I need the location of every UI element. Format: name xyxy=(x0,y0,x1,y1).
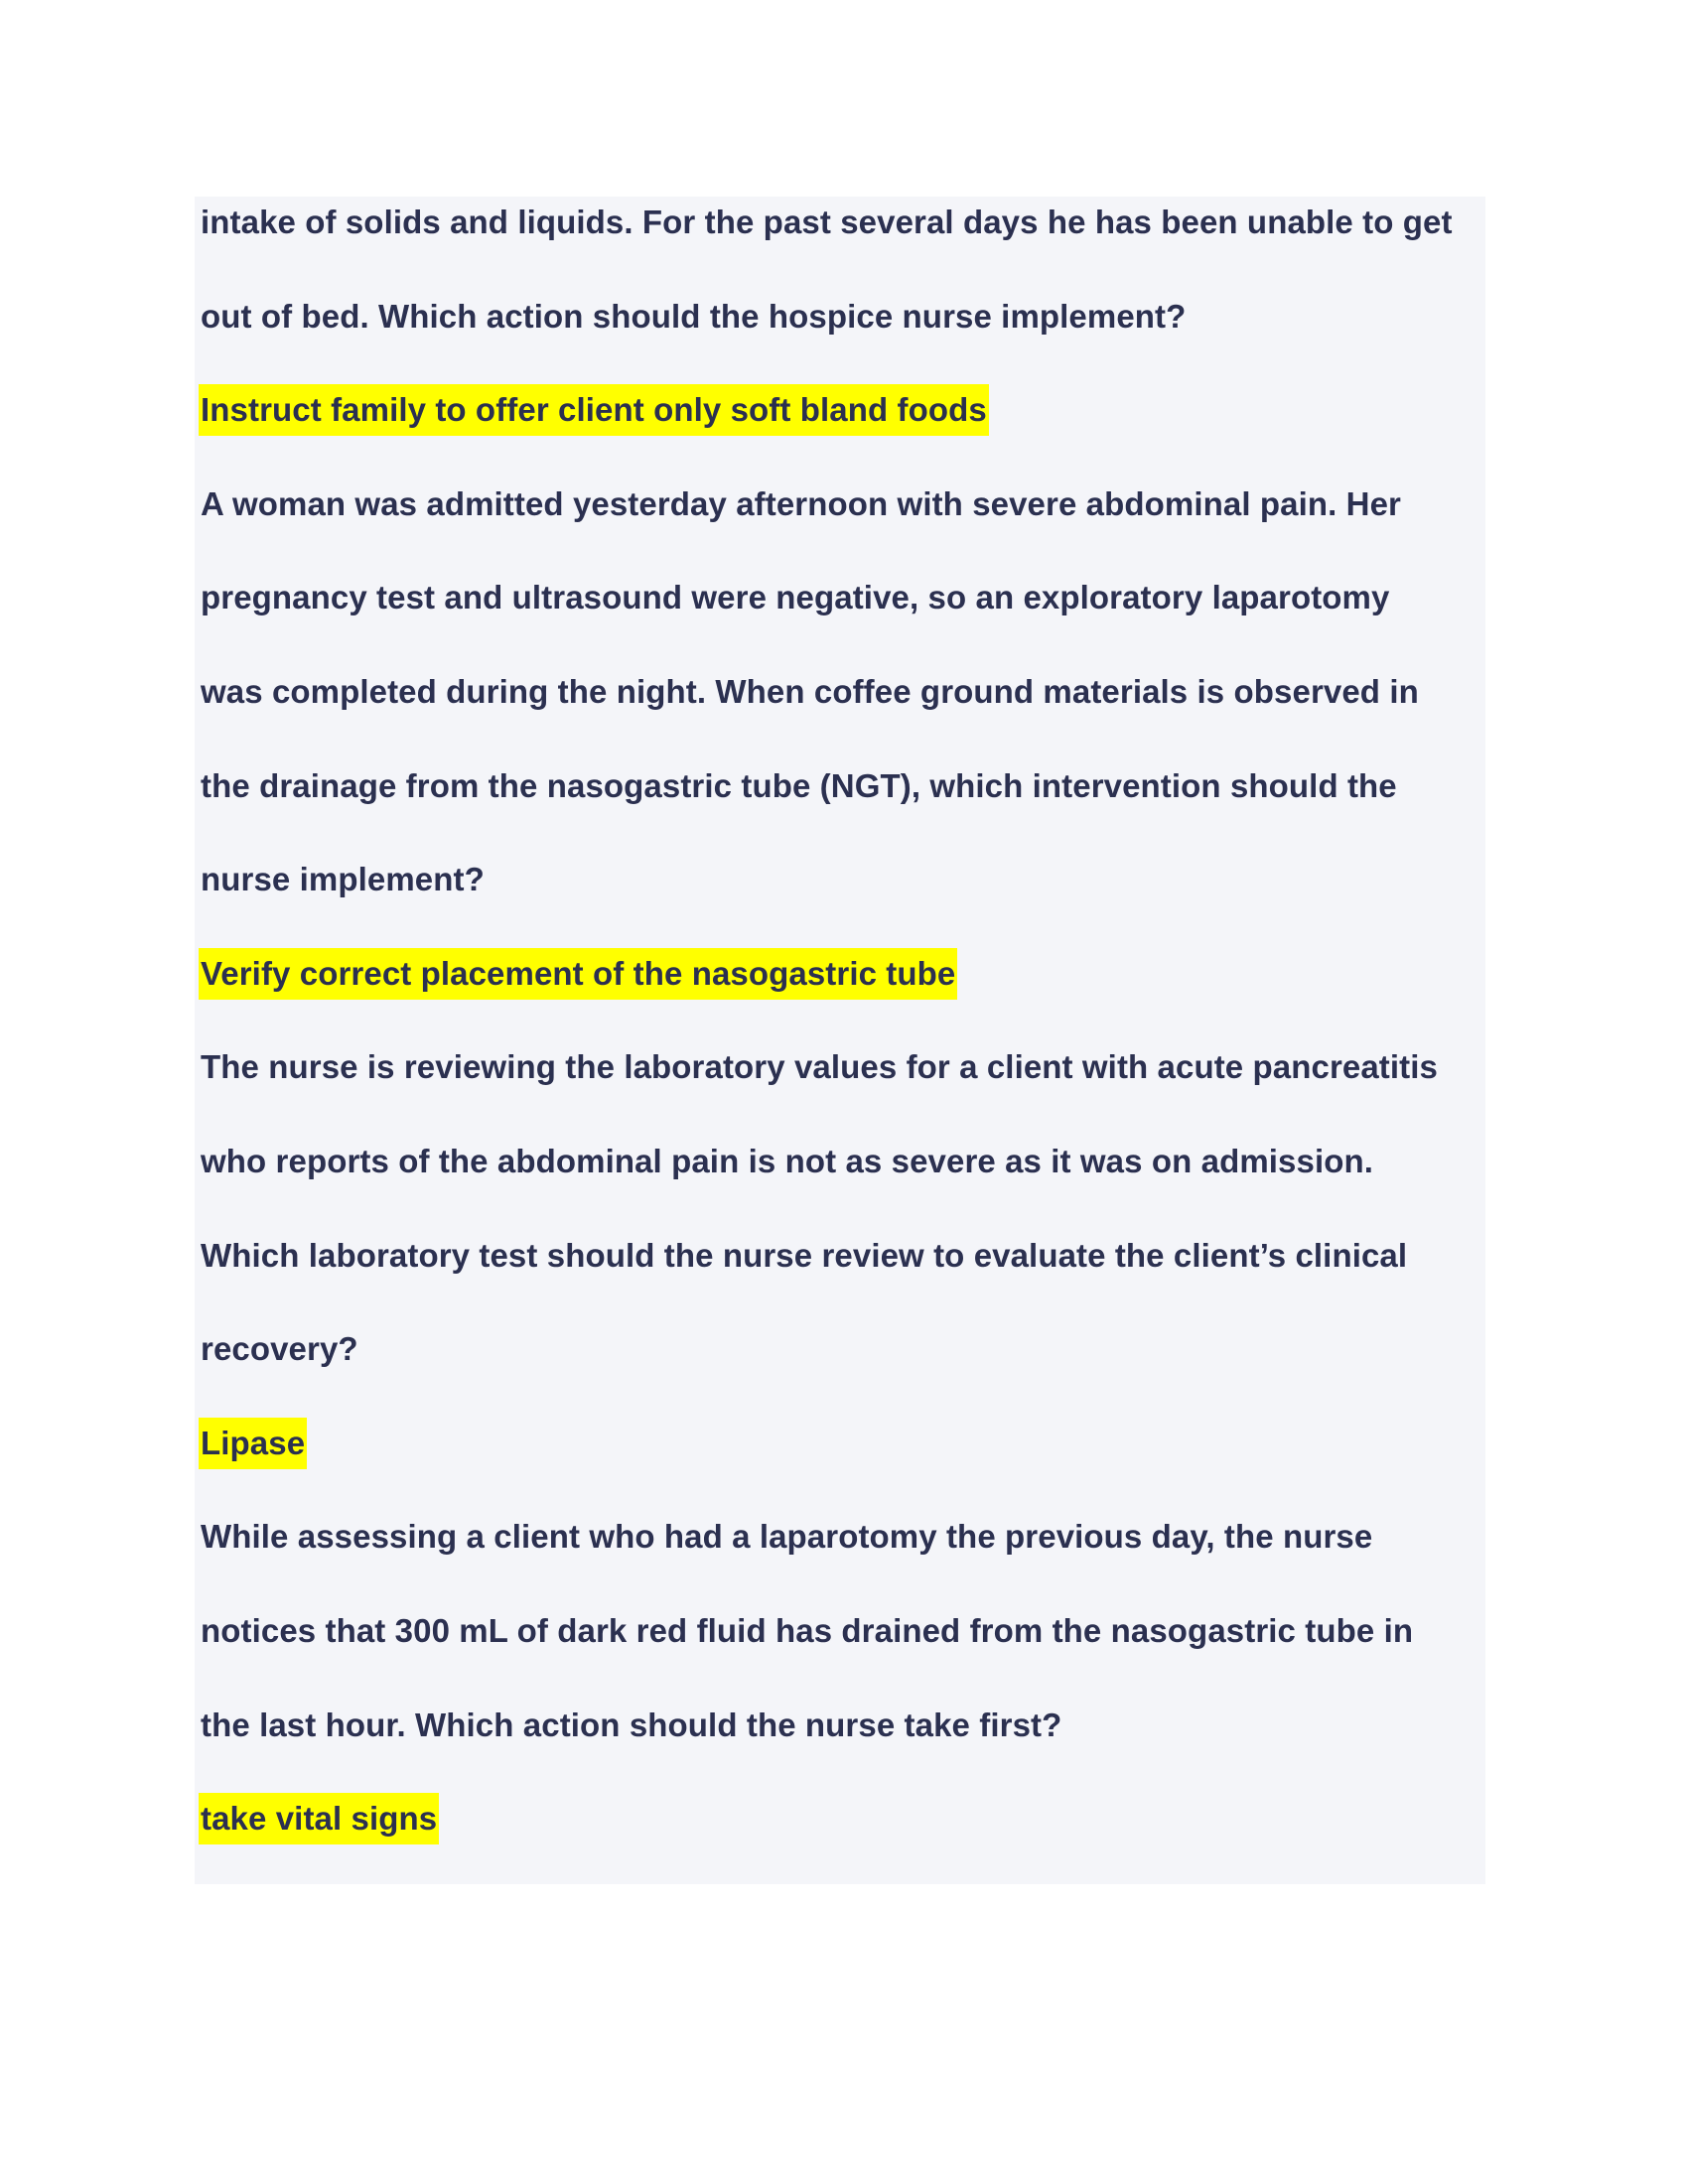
text-line: the drainage from the nasogastric tube (NGT), which intervention should the xyxy=(201,766,1397,804)
text-line: was completed during the night. When coffee ground materials is observed in xyxy=(201,672,1419,710)
text-line: nurse implement? xyxy=(201,861,485,898)
text-line: notices that 300 mL of dark red fluid has drained from the nasogastric tube in xyxy=(201,1611,1414,1649)
answer-highlight: Verify correct placement of the nasogastric tube xyxy=(199,948,1489,1042)
text-line: who reports of the abdominal pain is not as severe as it was on admission. xyxy=(201,1142,1374,1179)
text-line: While assessing a client who had a laparotomy the previous day, the nurse xyxy=(201,1518,1373,1556)
text-line: A woman was admitted yesterday afternoon with severe abdominal pain. Her xyxy=(201,484,1401,522)
text-lines xyxy=(199,197,1489,1887)
text-line: Which laboratory test should the nurse review to evaluate the client’s clinical xyxy=(201,1236,1408,1274)
text-line: out of bed. Which action should the hospice nurse implement? xyxy=(201,297,1187,335)
answer-highlight: take vital signs xyxy=(199,1793,1489,1887)
text-line: recovery? xyxy=(201,1330,358,1368)
answer-highlight: Instruct family to offer client only soft bland foods xyxy=(199,384,1489,478)
text-line: pregnancy test and ultrasound were negative, so an exploratory laparotomy xyxy=(201,579,1390,616)
answer-highlight: Lipase xyxy=(199,1418,1489,1512)
text-line: The nurse is reviewing the laboratory values for a client with acute pancreatitis xyxy=(201,1048,1438,1086)
text-line: the last hour. Which action should the nurse take first? xyxy=(201,1706,1062,1743)
text-line: intake of solids and liquids. For the past several days he has been unable to get xyxy=(201,204,1453,240)
